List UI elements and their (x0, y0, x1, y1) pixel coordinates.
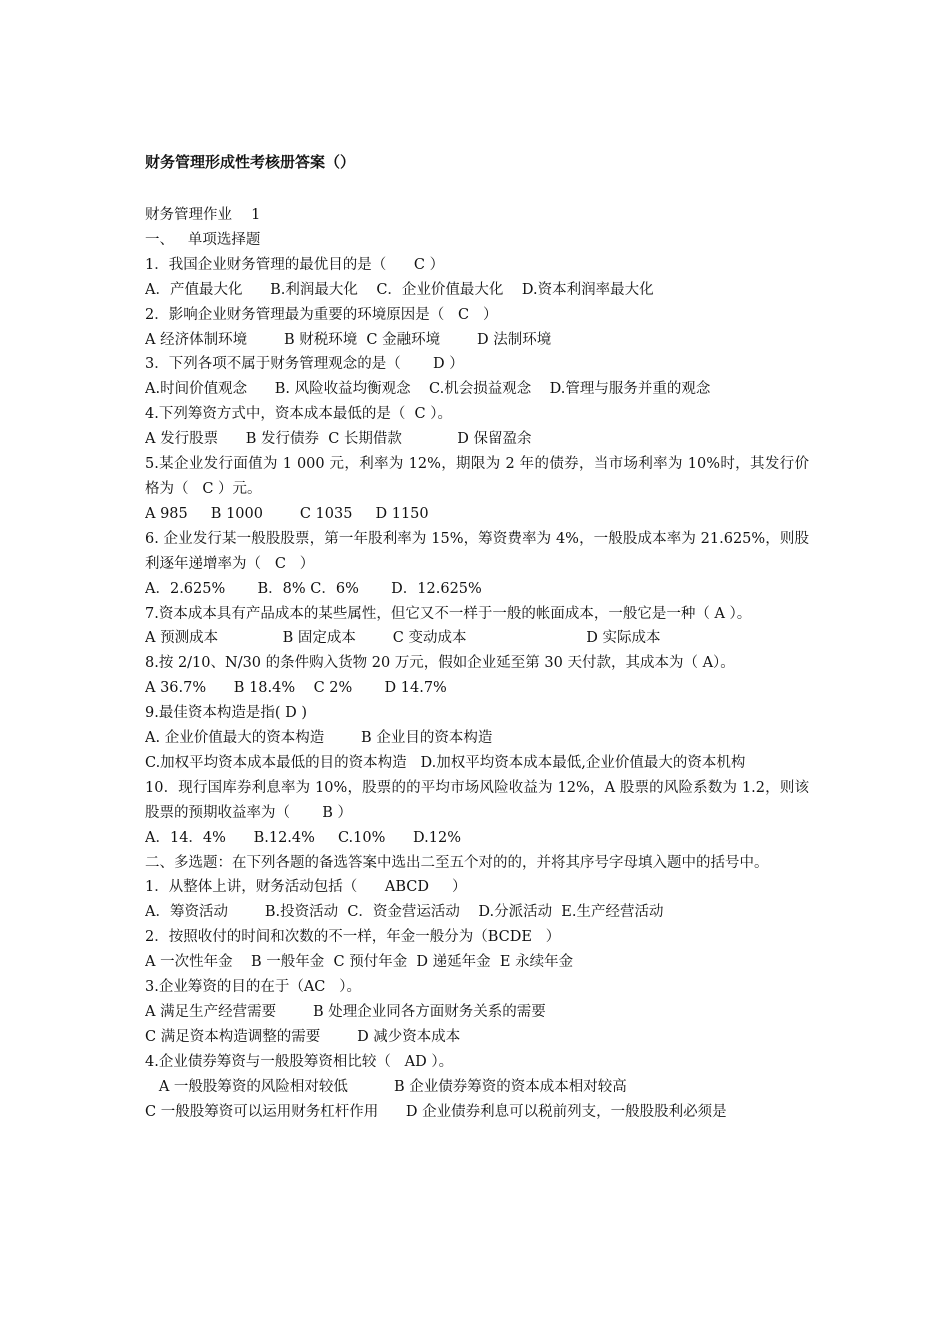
question-8: 8.按 2/10、N/30 的条件购入货物 20 万元，假如企业延至第 30 天付款，其成本为（ A）。 (145, 655, 735, 672)
question-2: 2．影响企业财务管理最为重要的环境原因是（ C ） (145, 306, 498, 323)
document-body (145, 203, 809, 1125)
section-heading-multiple-choice: 二、多选题：在下列各题的备选答案中选出二至五个对的的，并将其序号字母填入题中的括号中。 (145, 854, 769, 871)
question-5: 5.某企业发行面值为 1 000 元，利率为 12%，期限为 2 年的债券，当市场利率为 10%时，其发行价格为（ C ）元。 (145, 456, 809, 497)
document-title: 财务管理形成性考核册答案（） (145, 153, 356, 171)
question-5-options: A 985 B 1000 C 1035 D 1150 (145, 505, 429, 522)
question-9-options-cd: C.加权平均资本成本最低的目的资本构造 D.加权平均资本成本最低,企业价值最大的资本机构 (145, 754, 746, 771)
multi-question-4-options-ab: A 一般股筹资的风险相对较低 B 企业债券筹资的资本成本相对较高 (145, 1078, 627, 1095)
section-heading-assignment: 财务管理作业 1 (145, 207, 261, 223)
question-1-options: A．产值最大化 B.利润最大化 C．企业价值最大化 D.资本利润率最大化 (145, 281, 654, 298)
question-2-options: A 经济体制环境 B 财税环境 C 金融环境 D 法制环境 (145, 331, 552, 348)
question-10: 10．现行国库券利息率为 10%，股票的的平均市场风险收益为 12%，A 股票的风险系数为 1.2，则该股票的预期收益率为（ B ） (145, 779, 809, 821)
section-heading-single-choice: 一、 单项选择题 (145, 231, 261, 248)
question-9: 9.最佳资本构造是指( D ) (145, 705, 307, 722)
multi-question-3-options-ab: A 满足生产经营需要 B 处理企业同各方面财务关系的需要 (145, 1004, 546, 1020)
question-8-options: A 36.7% B 18.4% C 2% D 14.7% (145, 680, 447, 697)
multi-question-3: 3.企业筹资的目的在于（AC ）。 (145, 979, 361, 996)
question-7: 7.资本成本具有产品成本的某些属性，但它又不一样于一般的帐面成本，一般它是一种（ A ）。 (145, 605, 752, 622)
multi-question-2-options: A 一次性年金 B 一般年金 C 预付年金 D 递延年金 E 永续年金 (145, 954, 574, 971)
question-10-options: A．14．4% B.12.4% C.10% D.12% (145, 829, 461, 846)
multi-question-4: 4.企业债券筹资与一般股筹资相比较（ AD ）。 (145, 1053, 454, 1070)
question-4: 4.下列筹资方式中，资本成本最低的是（ C ）。 (145, 406, 453, 423)
multi-question-3-options-cd: C 满足资本构造调整的需要 D 减少资本成本 (145, 1028, 461, 1045)
multi-question-4-options-cd: C 一般股筹资可以运用财务杠杆作用 D 企业债券利息可以税前列支，一般股股利必须是 (145, 1103, 727, 1120)
question-7-options: A 预测成本 B 固定成本 C 变动成本 D 实际成本 (145, 630, 661, 647)
question-4-options: A 发行股票 B 发行债券 C 长期借款 D 保留盈余 (145, 431, 532, 448)
question-6-options: A．2.625% B．8% C．6% D．12.625% (145, 580, 482, 597)
question-1: 1．我国企业财务管理的最优目的是（ C ） (145, 256, 445, 273)
title-spacer (145, 174, 809, 203)
question-6: 6. 企业发行某一般股股票，第一年股利率为 15%，筹资费率为 4%，一般股成本率为 21.625%，则股利逐年递增率为（ C ） (145, 530, 809, 572)
question-3: 3．下列各项不属于财务管理观念的是（ D ） (145, 356, 464, 373)
question-3-options: A.时间价值观念 B. 风险收益均衡观念 C.机会损益观念 D.管理与服务并重的观念 (145, 381, 711, 398)
multi-question-2: 2．按照收付的时间和次数的不一样，年金一般分为（BCDE ） (145, 929, 561, 946)
multi-question-1-options: A．筹资活动 B.投资活动 C．资金营运活动 D.分派活动 E.生产经营活动 (145, 904, 664, 921)
multi-question-1: 1．从整体上讲，财务活动包括（ ABCD ） (145, 879, 467, 896)
document-page (145, 150, 809, 1125)
question-9-options-ab: A. 企业价值最大的资本构造 B 企业目的资本构造 (145, 730, 493, 747)
